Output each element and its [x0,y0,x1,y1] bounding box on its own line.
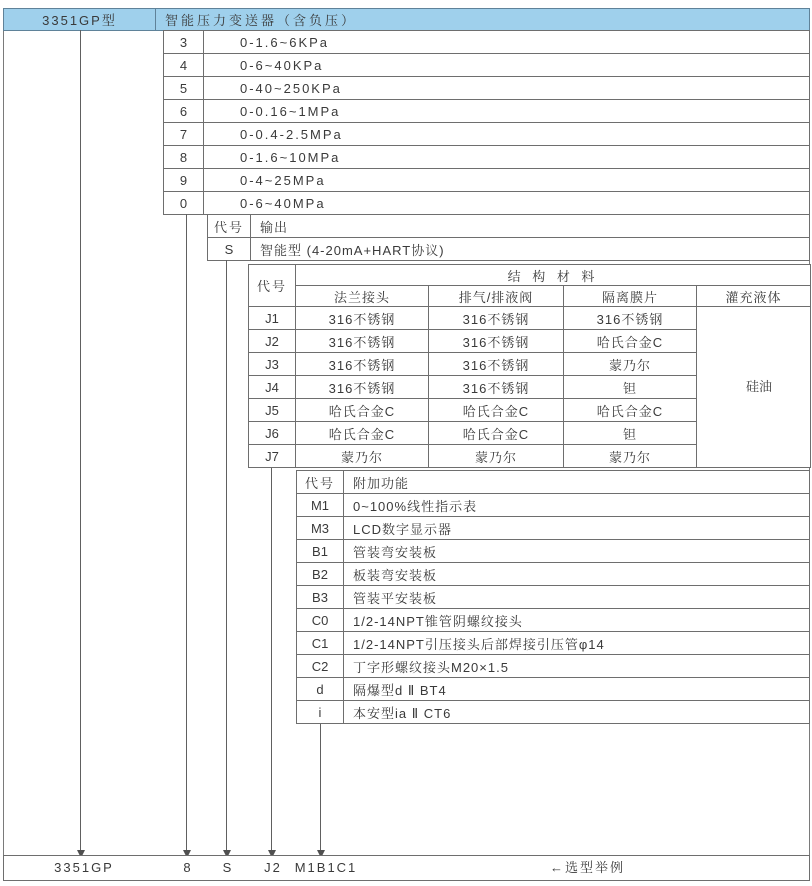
table-row [164,54,810,77]
functions-title: 附加功能 [344,471,810,494]
table-row [249,307,811,330]
diaphragm-cell: 哈氏合金C [564,399,697,422]
range-code-cell: 5 [164,77,204,100]
table-row [164,123,810,146]
example-output-label: S [222,860,234,875]
materials-code-header: 代号 [249,265,296,307]
table-row [164,169,810,192]
table-row [249,286,811,307]
diaphragm-cell: 蒙乃尔 [564,445,697,468]
model-title: 3351GP型 [3,8,156,31]
function-code-cell: i [297,701,344,724]
header-bar [3,8,810,31]
table-row [297,517,810,540]
range-code-cell: 8 [164,146,204,169]
table-row [249,265,811,286]
table-row [164,77,810,100]
valve-cell: 316不锈钢 [429,353,564,376]
function-code-cell: M1 [297,494,344,517]
table-row [208,238,810,261]
table-row [297,655,810,678]
flange-cell: 316不锈钢 [296,307,429,330]
range-code-cell: 3 [164,31,204,54]
function-label-cell: 1/2-14NPT锥管阴螺纹接头 [344,609,810,632]
function-label-cell: 隔爆型d Ⅱ BT4 [344,678,810,701]
range-code-cell: 6 [164,100,204,123]
material-code-cell: J2 [249,330,296,353]
range-code-cell: 7 [164,123,204,146]
output-table [207,214,810,261]
table-row [297,701,810,724]
product-description: 智能压力变送器（含负压） [156,8,810,31]
function-code-cell: C2 [297,655,344,678]
table-row [297,494,810,517]
connector-line-material [271,468,272,852]
diaphragm-cell: 哈氏合金C [564,330,697,353]
function-code-cell: B3 [297,586,344,609]
range-value-cell: 0-1.6~10MPa [204,146,810,169]
column-header-flange: 法兰接头 [296,286,429,307]
connector-line-function [320,724,321,852]
functions-code-header: 代号 [297,471,344,494]
table-row [164,192,810,215]
material-code-cell: J7 [249,445,296,468]
column-header-diaphragm: 隔离膜片 [564,286,697,307]
table-row [297,540,810,563]
output-code-header: 代号 [208,215,251,238]
range-value-cell: 0-6~40MPa [204,192,810,215]
range-code-cell: 9 [164,169,204,192]
functions-table [296,470,810,724]
flange-cell: 316不锈钢 [296,330,429,353]
valve-cell: 316不锈钢 [429,330,564,353]
example-material-label: J2 [264,860,282,875]
function-label-cell: 本安型ia Ⅱ CT6 [344,701,810,724]
material-code-cell: J3 [249,353,296,376]
range-value-cell: 0-1.6~6KPa [204,31,810,54]
function-code-cell: M3 [297,517,344,540]
function-label-cell: 管装平安装板 [344,586,810,609]
connector-line-range [186,214,187,852]
table-row [297,586,810,609]
function-label-cell: 板装弯安装板 [344,563,810,586]
valve-cell: 316不锈钢 [429,376,564,399]
valve-cell: 哈氏合金C [429,399,564,422]
output-title: 输出 [251,215,810,238]
fill-liquid-value: 硅油 [746,379,773,394]
flange-cell: 316不锈钢 [296,353,429,376]
range-code-cell: 4 [164,54,204,77]
table-row [164,100,810,123]
materials-table [248,264,811,468]
fill-liquid-cell [697,307,811,468]
table-row [297,563,810,586]
function-code-cell: C1 [297,632,344,655]
range-code-cell: 0 [164,192,204,215]
table-row [208,215,810,238]
flange-cell: 哈氏合金C [296,422,429,445]
function-label-cell: 1/2-14NPT引压接头后部焊接引压管φ14 [344,632,810,655]
function-code-cell: d [297,678,344,701]
valve-cell: 蒙乃尔 [429,445,564,468]
flange-cell: 哈氏合金C [296,399,429,422]
function-label-cell: LCD数字显示器 [344,517,810,540]
range-value-cell: 0-0.16~1MPa [204,100,810,123]
function-label-cell: 丁字形螺纹接头M20×1.5 [344,655,810,678]
column-header-fill: 灌充液体 [697,286,811,307]
function-code-cell: C0 [297,609,344,632]
column-header-valve: 排气/排液阀 [429,286,564,307]
example-range-label: 8 [183,860,193,875]
flange-cell: 316不锈钢 [296,376,429,399]
range-value-cell: 0-0.4-2.5MPa [204,123,810,146]
material-code-cell: J1 [249,307,296,330]
connector-line-output [226,260,227,852]
table-row [297,471,810,494]
diaphragm-cell: 蒙乃尔 [564,353,697,376]
example-function-label: M1B1C1 [294,860,358,875]
example-note: ←选型举例 [550,860,626,875]
materials-title: 结 构 材 料 [296,265,811,286]
function-label-cell: 管装弯安装板 [344,540,810,563]
table-row [297,678,810,701]
material-code-cell: J6 [249,422,296,445]
range-value-cell: 0-6~40KPa [204,54,810,77]
table-row [164,146,810,169]
table-row [297,632,810,655]
table-row [164,31,810,54]
range-table [163,30,810,215]
range-value-cell: 0-4~25MPa [204,169,810,192]
range-value-cell: 0-40~250KPa [204,77,810,100]
valve-cell: 哈氏合金C [429,422,564,445]
function-code-cell: B1 [297,540,344,563]
valve-cell: 316不锈钢 [429,307,564,330]
function-code-cell: B2 [297,563,344,586]
flange-cell: 蒙乃尔 [296,445,429,468]
material-code-cell: J4 [249,376,296,399]
output-label-cell: 智能型 (4-20mA+HART协议) [251,238,810,261]
diaphragm-cell: 钽 [564,376,697,399]
table-row [297,609,810,632]
diaphragm-cell: 钽 [564,422,697,445]
example-model-label: 3351GP [54,860,114,875]
function-label-cell: 0~100%线性指示表 [344,494,810,517]
example-box [3,855,810,881]
material-code-cell: J5 [249,399,296,422]
connector-line-model [80,30,81,852]
diaphragm-cell: 316不锈钢 [564,307,697,330]
output-code-cell: S [208,238,251,261]
